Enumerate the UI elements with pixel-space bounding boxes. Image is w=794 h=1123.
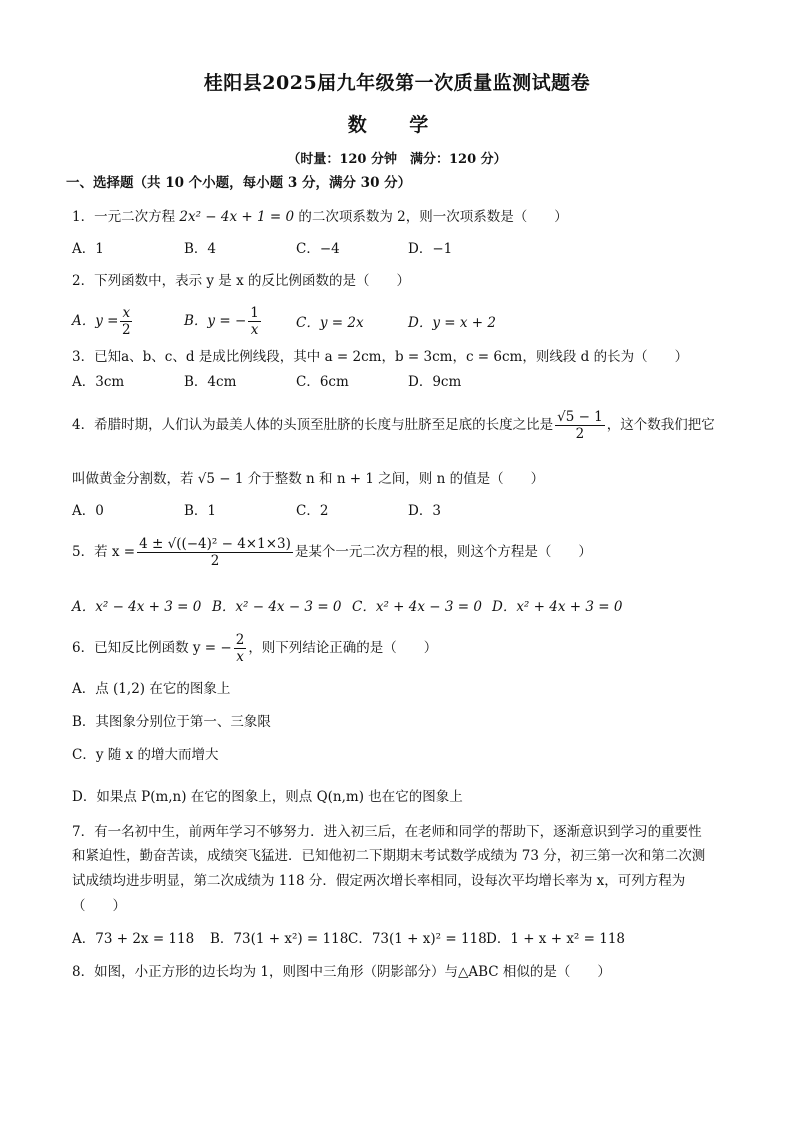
question-4-stem-line1: 4．希腊时期，人们认为最美人体的头顶至肚脐的长度与肚脐至足底的长度之比是 $\frac{√5 - 1}{2}$ ，这个数我们把它	[72, 409, 715, 442]
q7-option-a[interactable]: A．73 + 2x = 118	[72, 931, 195, 947]
q5-option-d[interactable]: D．x² + 4x + 3 = 0	[492, 599, 623, 615]
q1-stem-b: 的二次项系数为 2，则一次项系数是（ ）	[294, 209, 568, 225]
subject-title: 数 学	[347, 114, 447, 136]
question-7-line4: （ ）	[72, 898, 126, 914]
q1-option-a[interactable]: A．1	[72, 241, 104, 257]
time-info: （时量：120 分钟 满分：120 分）	[287, 152, 507, 167]
q5-option-c[interactable]: C．x² + 4x − 3 = 0	[352, 599, 482, 615]
q3-option-b[interactable]: B．4cm	[184, 374, 237, 390]
question-5-stem: 5．若 x = $\frac{\text{4 ± √((−4)² − 4×1×3)}}{2}$ 是某个一元二次方程的根，则这个方程是（ ）	[72, 536, 592, 569]
q2-b-fraction: $\frac{1}{x}$	[250, 305, 259, 338]
q6-option-b[interactable]: B．其图象分别位于第一、三象限	[72, 714, 271, 730]
q5-option-a[interactable]: A．x² − 4x + 3 = 0	[72, 599, 202, 615]
question-8-stem: 8．如图，小正方形的边长均为 1，则图中三角形（阴影部分）与△ABC 相似的是（ ）	[72, 964, 611, 980]
exam-title: 桂阳县2025届九年级第一次质量监测试题卷	[203, 72, 591, 94]
q1-option-b[interactable]: B．4	[184, 241, 217, 257]
q3-option-d[interactable]: D．9cm	[408, 374, 462, 390]
q6-option-d[interactable]: D．如果点 P(m,n) 在它的图象上，则点 Q(n,m) 也在它的图象上	[72, 789, 463, 805]
question-3-stem: 3．已知a、b、c、d 是成比例线段，其中 a = 2cm，b = 3cm，c = 6cm，则线段 d 的长为（ ）	[72, 349, 689, 365]
q2-a-fraction: $\frac{x}{2}$	[122, 305, 131, 338]
q1-option-c[interactable]: C．−4	[296, 241, 340, 257]
question-6-stem: 6．已知反比例函数 y = − $\frac{2}{x}$ ，则下列结论正确的是（ ）	[72, 632, 438, 665]
q1-option-d[interactable]: D．−1	[408, 241, 453, 257]
q4-option-d[interactable]: D．3	[408, 503, 441, 519]
q7-option-d[interactable]: D．1 + x + x² = 118	[486, 931, 626, 947]
q5-option-b[interactable]: B．x² − 4x − 3 = 0	[212, 599, 342, 615]
q4-option-b[interactable]: B．1	[184, 503, 217, 519]
question-2-stem: 2．下列函数中，表示 y 是 x 的反比例函数的是（ ）	[72, 273, 410, 289]
q4-option-c[interactable]: C．2	[296, 503, 329, 519]
q2-option-d[interactable]: D．y = x + 2	[408, 315, 496, 331]
q2-option-b[interactable]: B．y = − $\frac{1}{x}$	[184, 305, 259, 338]
q6-option-a[interactable]: A．点 (1,2) 在它的图象上	[72, 681, 231, 697]
question-4-stem-line2: 叫做黄金分割数，若 √5 − 1 介于整数 n 和 n + 1 之间，则 n 的值是（ ）	[72, 471, 545, 487]
question-7-line3: 试成绩均进步明显，第二次成绩为 118 分．假定两次增长率相同，设每次平均增长率为 x，可列方程为	[72, 873, 686, 889]
q1-equation: 2x² − 4x + 1 = 0	[179, 209, 295, 225]
q6-fraction: $\frac{2}{x}$	[235, 632, 245, 665]
q2-option-a[interactable]: A．y = $\frac{x}{2}$	[72, 305, 131, 338]
q4-option-a[interactable]: A．0	[72, 503, 104, 519]
q1-stem-a: 1．一元二次方程	[72, 209, 180, 225]
golden-ratio-fraction: $\frac{√5 - 1}{2}$	[557, 409, 603, 442]
q3-option-c[interactable]: C．6cm	[296, 374, 349, 390]
q3-option-a[interactable]: A．3cm	[72, 374, 125, 390]
q5-root-fraction: $\frac{\text{4 ± √((−4)² − 4×1×3)}}{2}$	[139, 536, 291, 569]
question-1-stem	[72, 208, 568, 226]
section-heading: 一、选择题（共 10 个小题，每小题 3 分，满分 30 分）	[66, 175, 412, 191]
q6-option-c[interactable]: C．y 随 x 的增大而增大	[72, 747, 219, 763]
q7-option-c[interactable]: C．73(1 + x)² = 118	[348, 931, 487, 947]
q7-option-b[interactable]: B．73(1 + x²) = 118	[210, 931, 349, 947]
question-7-line2: 和紧迫性，勤奋苦读，成绩突飞猛进．已知他初二下期期末考试数学成绩为 73 分，初三第一次和第二次测	[72, 848, 706, 864]
question-7-line1: 7．有一名初中生，前两年学习不够努力．进入初三后，在老师和同学的帮助下，逐渐意识到学习的重要性	[72, 824, 702, 840]
q2-option-c[interactable]: C．y = 2x	[296, 315, 364, 331]
